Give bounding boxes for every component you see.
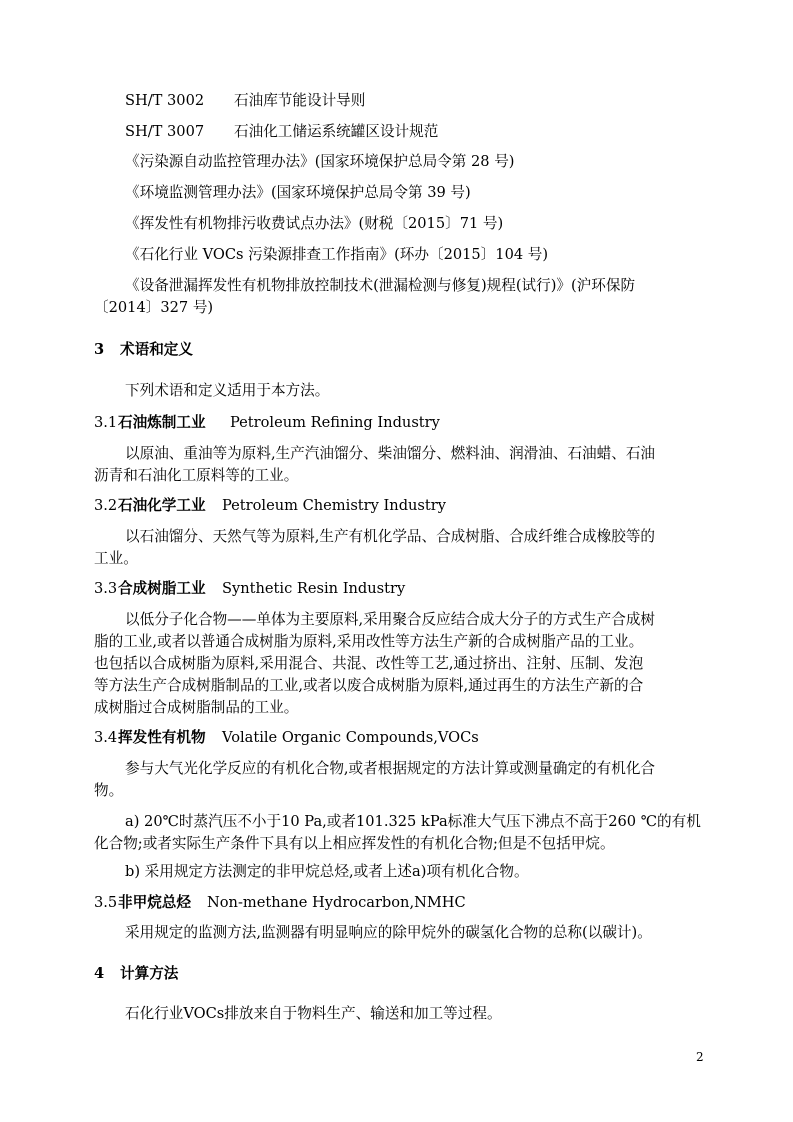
section-title: 计算方法 xyxy=(120,965,179,982)
reference-item-continued: 〔2014〕327 号) xyxy=(94,299,214,316)
term-heading xyxy=(0,412,793,434)
term-en: Volatile Organic Compounds,VOCs xyxy=(222,729,479,746)
paragraph-line: 成树脂过合成树脂制品的工业。 xyxy=(94,699,299,716)
section-heading xyxy=(0,339,793,361)
term-number: 3.2 xyxy=(94,497,118,514)
list-item-a-continued: 化合物;或者实际生产条件下具有以上相应挥发性的有机化合物;但是不包括甲烷。 xyxy=(94,835,615,852)
reference-item xyxy=(0,90,793,112)
reference-item: 《污染源自动监控管理办法》(国家环境保护总局令第 28 号) xyxy=(125,153,515,170)
term-number: 3.3 xyxy=(94,580,118,597)
paragraph-line: 物。 xyxy=(94,782,124,799)
term-heading xyxy=(0,578,793,600)
section-number: 3 xyxy=(94,341,105,358)
term-en: Petroleum Chemistry Industry xyxy=(222,497,447,514)
paragraph-line: 脂的工业,或者以普通合成树脂为原料,采用改性等方法生产新的合成树脂产品的工业。 xyxy=(94,633,644,650)
paragraph: 下列术语和定义适用于本方法。 xyxy=(125,382,330,399)
paragraph-line: 沥青和石油化工原料等的工业。 xyxy=(94,467,299,484)
paragraph-line: 也包括以合成树脂为原料,采用混合、共混、改性等工艺,通过挤出、注射、压制、发泡 xyxy=(94,655,644,672)
term-cn: 合成树脂工业 xyxy=(118,580,206,597)
section-heading xyxy=(0,963,793,985)
term-number: 3.1 xyxy=(94,414,118,431)
term-cn: 石油炼制工业 xyxy=(118,414,206,431)
section-number: 4 xyxy=(94,965,105,982)
reference-item: 《挥发性有机物排污收费试点办法》(财税〔2015〕71 号) xyxy=(125,215,504,232)
paragraph: 石化行业VOCs排放来自于物料生产、输送和加工等过程。 xyxy=(125,1005,502,1022)
paragraph-line: 参与大气光化学反应的有机化合物,或者根据规定的方法计算或测量确定的有机化合 xyxy=(125,760,656,777)
term-heading xyxy=(0,495,793,517)
reference-item: 《石化行业 VOCs 污染源排查工作指南》(环办〔2015〕104 号) xyxy=(125,246,549,263)
paragraph-line: 采用规定的监测方法,监测器有明显响应的除甲烷外的碳氢化合物的总称(以碳计)。 xyxy=(125,924,652,941)
reference-title: 石油化工储运系统罐区设计规范 xyxy=(234,123,439,140)
reference-item: 《环境监测管理办法》(国家环境保护总局令第 39 号) xyxy=(125,184,471,201)
reference-item xyxy=(0,121,793,143)
list-item-a: a) 20℃时蒸汽压不小于10 Pa,或者101.325 kPa标准大气压下沸点不高于260 ℃的有机 xyxy=(125,813,701,830)
section-title: 术语和定义 xyxy=(120,341,193,358)
term-en: Non-methane Hydrocarbon,NMHC xyxy=(207,894,466,911)
list-item-b: b) 采用规定方法测定的非甲烷总烃,或者上述a)项有机化合物。 xyxy=(125,863,529,880)
term-cn: 石油化学工业 xyxy=(118,497,206,514)
reference-item: 《设备泄漏挥发性有机物排放控制技术(泄漏检测与修复)规程(试行)》(沪环保防 xyxy=(125,277,636,294)
paragraph-line: 工业。 xyxy=(94,550,138,567)
term-cn: 挥发性有机物 xyxy=(118,729,206,746)
paragraph-line: 以原油、重油等为原料,生产汽油馏分、柴油馏分、燃料油、润滑油、石油蜡、石油 xyxy=(125,445,656,462)
page-number: 2 xyxy=(696,1050,704,1064)
reference-code: SH/T 3002 xyxy=(125,92,205,109)
term-heading xyxy=(0,892,793,914)
paragraph-line: 以石油馏分、天然气等为原料,生产有机化学品、合成树脂、合成纤维合成橡胶等的 xyxy=(125,528,656,545)
term-en: Synthetic Resin Industry xyxy=(222,580,406,597)
term-heading xyxy=(0,727,793,749)
term-en: Petroleum Refining Industry xyxy=(230,414,440,431)
reference-title: 石油库节能设计导则 xyxy=(234,92,366,109)
term-cn: 非甲烷总烃 xyxy=(118,894,191,911)
reference-code: SH/T 3007 xyxy=(125,123,205,140)
term-number: 3.4 xyxy=(94,729,118,746)
paragraph-line: 以低分子化合物——单体为主要原料,采用聚合反应结合成大分子的方式生产合成树 xyxy=(125,611,656,628)
term-number: 3.5 xyxy=(94,894,118,911)
paragraph-line: 等方法生产合成树脂制品的工业,或者以废合成树脂为原料,通过再生的方法生产新的合 xyxy=(94,677,644,694)
